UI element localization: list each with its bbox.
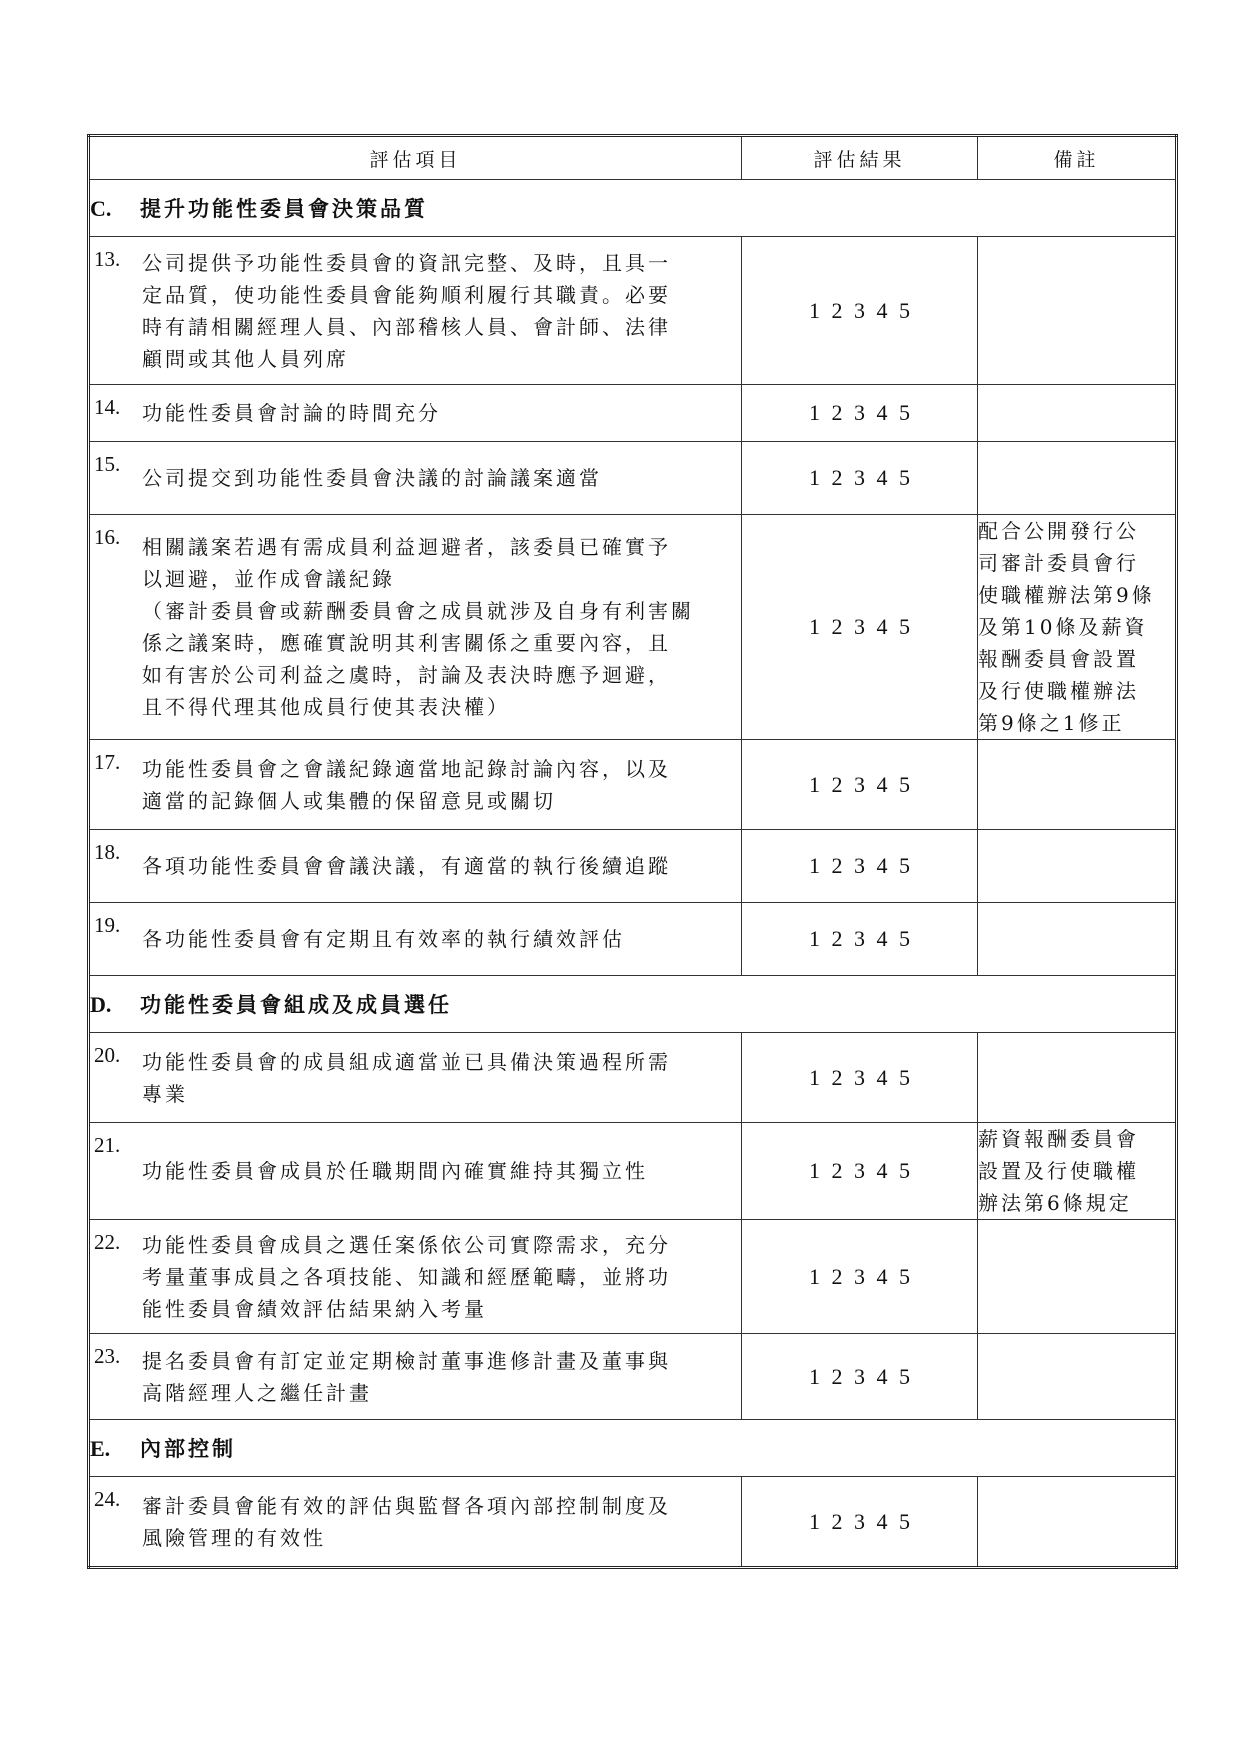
section-row [89, 180, 1177, 237]
item-text-line: 功能性委員會成員之選任案係依公司實際需求，充分 [142, 1232, 671, 1257]
rating-scale: 1 2 3 4 5 [742, 442, 978, 515]
item-number: 15. [94, 452, 121, 476]
item-remark [978, 830, 1177, 903]
rating-scale: 1 2 3 4 5 [742, 1334, 978, 1420]
section-title: 內部控制 [140, 1436, 236, 1461]
rating-scale: 1 2 3 4 5 [742, 740, 978, 830]
evaluation-table [87, 134, 1178, 1569]
item-text-line: 係之議案時，應確實說明其利害關係之重要內容，且 [142, 631, 671, 655]
rating-scale: 1 2 3 4 5 [742, 385, 978, 442]
item-question [89, 903, 742, 976]
item-number: 18. [94, 840, 121, 864]
item-number: 16. [94, 525, 121, 549]
item-text-line: 如有害於公司利益之虞時，討論及表決時應予迴避， [142, 663, 671, 687]
remark-line: 及行使職權辦法 [978, 679, 1139, 703]
item-row [89, 1477, 1177, 1568]
section-heading [89, 976, 1177, 1033]
item-row [89, 740, 1177, 830]
item-question [89, 515, 742, 740]
item-text-line: 風險管理的有效性 [142, 1525, 326, 1550]
item-row [89, 442, 1177, 515]
item-number: 21. [94, 1133, 121, 1157]
item-question [89, 1477, 742, 1568]
rating-scale: 1 2 3 4 5 [742, 1220, 978, 1334]
header-result: 評估結果 [742, 136, 978, 180]
item-remark [978, 442, 1177, 515]
item-text-line: 時有請相關經理人員、內部稽核人員、會計師、法律 [142, 314, 671, 339]
remark-line: 辦法第6條規定 [978, 1191, 1132, 1215]
item-text-line: （審計委員會或薪酬委員會之成員就涉及自身有利害關 [142, 599, 694, 623]
item-remark [978, 1033, 1177, 1123]
rating-scale: 1 2 3 4 5 [742, 1123, 978, 1220]
item-text-line: 高階經理人之繼任計畫 [142, 1380, 372, 1405]
item-text-line: 且不得代理其他成員行使其表決權） [142, 695, 510, 719]
item-text-line: 顧問或其他人員列席 [142, 346, 349, 371]
section-code: C. [90, 196, 112, 221]
section-code: E. [90, 1436, 111, 1461]
section-heading [89, 180, 1177, 237]
item-number: 22. [94, 1230, 121, 1254]
item-row [89, 1033, 1177, 1123]
remark-line: 司審計委員會行 [978, 551, 1139, 575]
item-text-line: 審計委員會能有效的評估與監督各項內部控制制度及 [142, 1493, 671, 1518]
item-row [89, 1220, 1177, 1334]
item-text-line: 各功能性委員會有定期且有效率的執行績效評估 [142, 927, 625, 951]
item-text-line: 功能性委員會的成員組成適當並已具備決策過程所需 [142, 1049, 671, 1074]
remark-line: 報酬委員會設置 [978, 647, 1139, 671]
item-question [89, 1123, 742, 1220]
item-number: 14. [94, 395, 121, 419]
item-question [89, 385, 742, 442]
item-row [89, 1123, 1177, 1220]
header-remark: 備註 [978, 136, 1177, 180]
item-question [89, 1033, 742, 1123]
rating-scale: 1 2 3 4 5 [742, 237, 978, 385]
item-remark [978, 1123, 1177, 1220]
item-number: 20. [94, 1043, 121, 1067]
item-question [89, 237, 742, 385]
header-item: 評估項目 [89, 136, 742, 180]
item-remark [978, 515, 1177, 740]
remark-line: 第9條之1修正 [978, 711, 1125, 735]
item-row [89, 830, 1177, 903]
item-text-line: 相關議案若遇有需成員利益迴避者，該委員已確實予 [142, 535, 671, 559]
item-question [89, 442, 742, 515]
item-remark [978, 237, 1177, 385]
item-number: 13. [94, 247, 121, 271]
item-text-line: 定品質，使功能性委員會能夠順利履行其職責。必要 [142, 282, 671, 307]
rating-scale: 1 2 3 4 5 [742, 1477, 978, 1568]
rating-scale: 1 2 3 4 5 [742, 903, 978, 976]
section-heading [89, 1420, 1177, 1477]
item-number: 23. [94, 1344, 121, 1368]
item-text-line: 公司提交到功能性委員會決議的討論議案適當 [142, 466, 602, 490]
item-remark [978, 903, 1177, 976]
item-text-line: 功能性委員會成員於任職期間內確實維持其獨立性 [142, 1159, 648, 1183]
item-row [89, 515, 1177, 740]
item-number: 19. [94, 913, 121, 937]
item-question [89, 740, 742, 830]
section-row [89, 1420, 1177, 1477]
item-row [89, 237, 1177, 385]
item-text-line: 以迴避，並作成會議紀錄 [142, 567, 395, 591]
item-text-line: 功能性委員會討論的時間充分 [142, 401, 441, 425]
item-text-line: 功能性委員會之會議紀錄適當地記錄討論內容，以及 [142, 756, 671, 781]
remark-line: 及第10條及薪資 [978, 615, 1148, 639]
evaluation-form [87, 134, 1175, 1569]
remark-line: 設置及行使職權 [978, 1159, 1139, 1183]
item-row [89, 385, 1177, 442]
item-text-line: 考量董事成員之各項技能、知識和經歷範疇，並將功 [142, 1264, 671, 1289]
item-question [89, 830, 742, 903]
section-title: 提升功能性委員會決策品質 [140, 196, 428, 221]
rating-scale: 1 2 3 4 5 [742, 1033, 978, 1123]
section-row [89, 976, 1177, 1033]
rating-scale: 1 2 3 4 5 [742, 515, 978, 740]
item-remark [978, 1334, 1177, 1420]
item-remark [978, 740, 1177, 830]
section-title: 功能性委員會組成及成員選任 [140, 992, 452, 1017]
remark-line: 薪資報酬委員會 [978, 1127, 1139, 1151]
item-number: 17. [94, 750, 121, 774]
item-text-line: 公司提供予功能性委員會的資訊完整、及時，且具一 [142, 250, 671, 275]
item-number: 24. [94, 1487, 121, 1511]
rating-scale: 1 2 3 4 5 [742, 830, 978, 903]
item-remark [978, 1220, 1177, 1334]
section-code: D. [90, 992, 112, 1017]
item-text-line: 能性委員會績效評估結果納入考量 [142, 1296, 487, 1321]
remark-line: 配合公開發行公 [978, 519, 1139, 543]
remark-line: 使職權辦法第9條 [978, 583, 1155, 607]
item-question [89, 1334, 742, 1420]
table-header-row [89, 136, 1177, 180]
item-remark [978, 1477, 1177, 1568]
item-question [89, 1220, 742, 1334]
item-remark [978, 385, 1177, 442]
item-text-line: 適當的記錄個人或集體的保留意見或關切 [142, 788, 556, 813]
item-row [89, 1334, 1177, 1420]
item-text-line: 提名委員會有訂定並定期檢討董事進修計畫及董事與 [142, 1348, 671, 1373]
item-row [89, 903, 1177, 976]
item-text-line: 專業 [142, 1081, 188, 1106]
item-text-line: 各項功能性委員會會議決議，有適當的執行後續追蹤 [142, 854, 671, 878]
